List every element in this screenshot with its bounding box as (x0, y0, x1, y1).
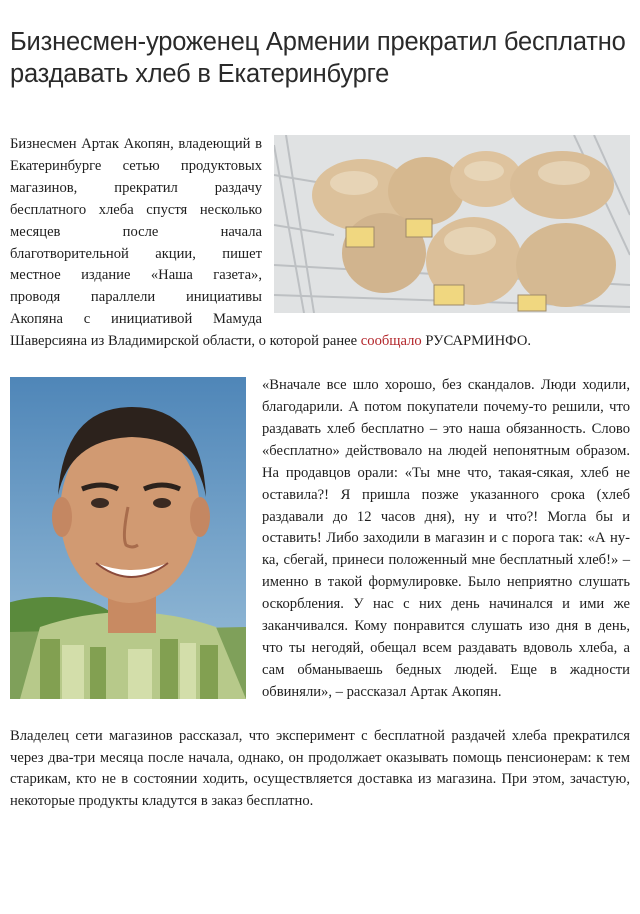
paragraph-3: Владелец сети магазинов рассказал, что эксперимент с бесплатной раздачей хлеба прекратился через два-три месяца после начала, однако, он продолжает оказывать помощь пенсионерам: к тем старикам, кто не в состоянии ходить, осуществляется доставка из магазина. При этом, зачастую, некоторые продукты кладутся в заказ бесплатно. (10, 727, 630, 810)
source-link[interactable]: сообщало (360, 333, 422, 350)
article-title: Бизнесмен-уроженец Армении прекратил бесплатно раздавать хлеб в Екатеринбурге (10, 28, 626, 88)
paragraph-2 (10, 375, 630, 704)
paragraph-1-end: РУСАРМИНФО. (421, 333, 532, 350)
portrait-photo (10, 377, 246, 699)
paragraph-1-text: Бизнесмен Артак Акопян, владеющий в Екатеринбурге сетью продуктовых магазинов, прекратил раздачу бесплатного хлеба спустя несколько месяцев после начала благотворительной акции, пишет местное издание «Наша газета», проводя параллели инициативы Акопяна с инициативой Мамуда Шаверсияна из Владимирской области, о которой ранее (10, 136, 361, 350)
bread-photo (274, 135, 630, 313)
article-body (10, 134, 630, 813)
quote-text: «Вначале все шло хорошо, без скандалов. Люди ходили, благодарили. А потом покупатели почему-то решили, что раздавать хлеб бесплатно – это наша обязанность. Слово «бесплатно» действовало на людей непонятным образом. На продавцов орали: «Ты мне что, такая-сякая, хлеб не оставила?! Я пришла позже указанного срока (хлеб раздавали до 12 часов дня), ну и что?! Могла бы и оставить! Либо заходили в магазин и с порога так: «А ну-ка, сбегай, принеси положенный мне бесплатный хлеб!» – именно в такой формулировке. Было неприятно слушать оскорбления. У нас с них день начинался и ими же заканчивался. Кому понравится слушать изо дня в день, что ты негодяй, обещал всем раздавать вдоволь хлеба, а сам обманываешь бедных людей. Еще в жадности обвиняли», – рассказал Артак Акопян. (262, 377, 630, 700)
